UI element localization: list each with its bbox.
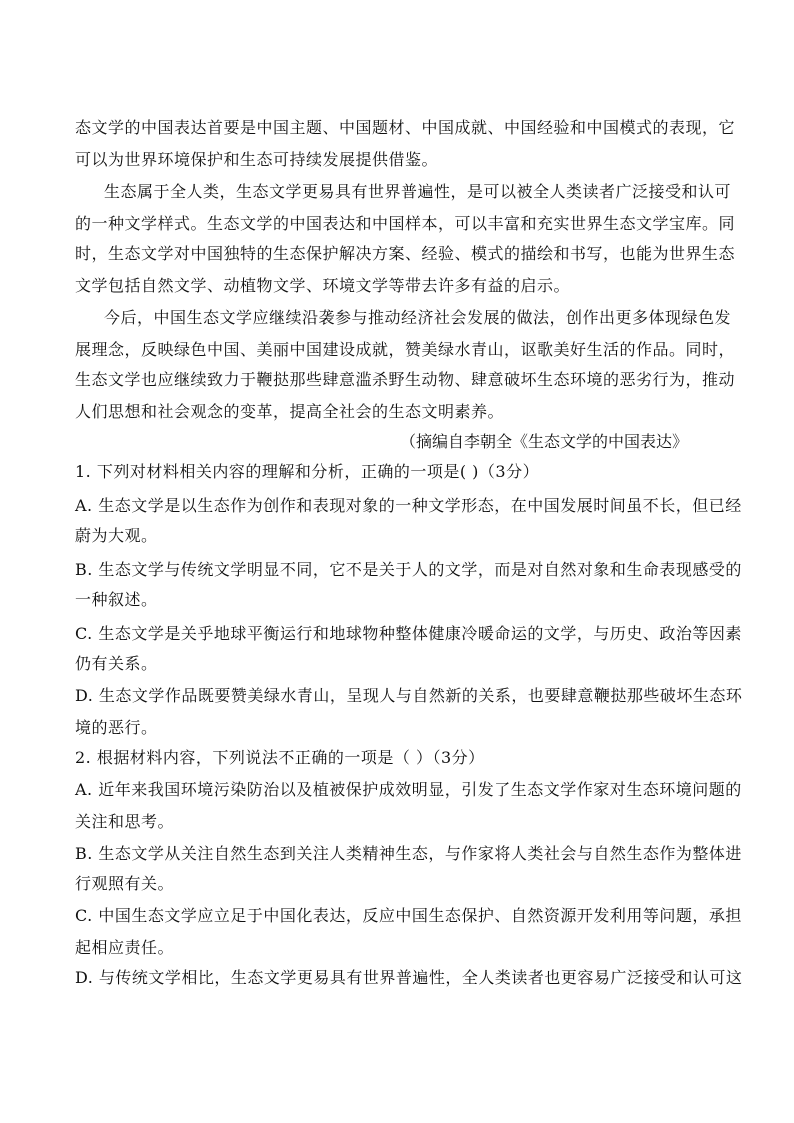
- q1-option-b: B. 生态文学与传统文学明显不同，它不是关于人的文学，而是对自然对象和生命表现感受的: [75, 560, 742, 579]
- passage-line: 生态属于全人类，生态文学更易具有世界普遍性，是可以被全人类读者广泛接受和认可: [104, 182, 732, 201]
- passage-line: 可以为世界环境保护和生态可持续发展提供借鉴。: [75, 150, 439, 169]
- q1-option-d: 境的恶行。: [75, 718, 158, 737]
- q1-option-c: C. 生态文学是关乎地球平衡运行和地球物种整体健康冷暖命运的文学，与历史、政治等因素: [75, 624, 742, 643]
- passage-line: 的一种文学样式。生态文学的中国表达和中国样本，可以丰富和充实世界生态文学宝库。同: [75, 214, 736, 233]
- question-2-stem: 2. 根据材料内容，下列说法不正确的一项是（ ）（3分）: [75, 748, 485, 767]
- q1-option-a: A. 生态文学是以生态作为创作和表现对象的一种文学形态，在中国发展时间虽不长，但已经: [75, 496, 742, 515]
- passage-line: 文学包括自然文学、动植物文学、环境文学等带去许多有益的启示。: [75, 276, 571, 295]
- question-1-stem: 1. 下列对材料相关内容的理解和分析，正确的一项是( )（3分）: [75, 462, 540, 481]
- q1-option-b: 一种叙述。: [75, 590, 158, 609]
- q2-option-b: 行观照有关。: [75, 874, 175, 893]
- passage-line: 时，生态文学对中国独特的生态保护解决方案、经验、模式的描绘和书写，也能为世界生态: [75, 244, 736, 263]
- q2-option-d: D. 与传统文学相比，生态文学更易具有世界普遍性，全人类读者也更容易广泛接受和认可这: [75, 968, 743, 987]
- source-citation: （摘编自李朝全《生态文学的中国表达》: [400, 432, 689, 451]
- passage-line: 今后，中国生态文学应继续沿袭参与推动经济社会发展的做法，创作出更多体现绿色发: [104, 308, 732, 327]
- q2-option-a: 关注和思考。: [75, 812, 175, 831]
- passage-line: 生态文学也应继续致力于鞭挞那些肆意滥杀野生动物、肆意破坏生态环境的恶劣行为，推动: [75, 370, 736, 389]
- q1-option-d: D. 生态文学作品既要赞美绿水青山，呈现人与自然新的关系，也要肆意鞭挞那些破坏生态环: [75, 686, 743, 705]
- passage-line: 展理念，反映绿色中国、美丽中国建设成就，赞美绿水青山，讴歌美好生活的作品。同时，: [75, 340, 736, 359]
- q2-option-c: C. 中国生态文学应立足于中国化表达，反应中国生态保护、自然资源开发利用等问题，承担: [75, 906, 742, 925]
- q2-option-b: B. 生态文学从关注自然生态到关注人类精神生态，与作家将人类社会与自然生态作为整体进: [75, 844, 742, 863]
- q1-option-c: 仍有关系。: [75, 654, 158, 673]
- q2-option-a: A. 近年来我国环境污染防治以及植被保护成效明显，引发了生态文学作家对生态环境问题的: [75, 780, 742, 799]
- q2-option-c: 起相应责任。: [75, 938, 175, 957]
- q1-option-a: 蔚为大观。: [75, 526, 158, 545]
- passage-line: 人们思想和社会观念的变革，提高全社会的生态文明素养。: [75, 402, 505, 421]
- passage-line: 态文学的中国表达首要是中国主题、中国题材、中国成就、中国经验和中国模式的表现，它: [75, 118, 736, 137]
